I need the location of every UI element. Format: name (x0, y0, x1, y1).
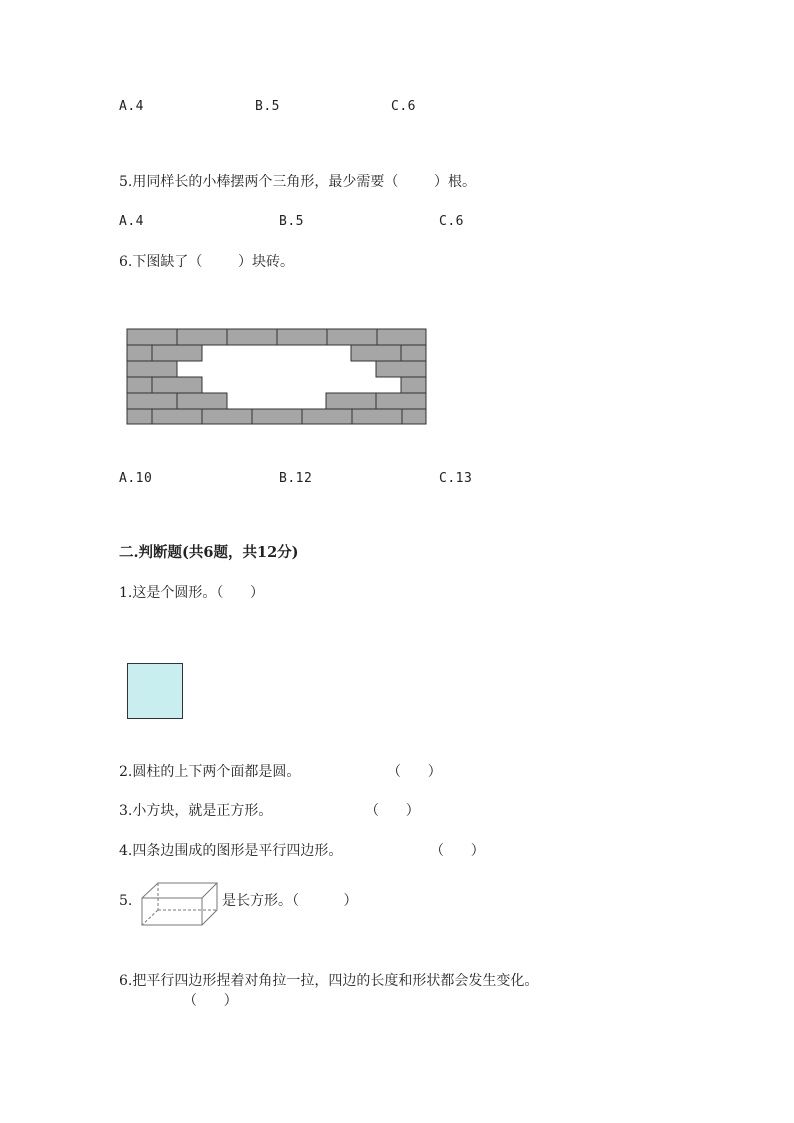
judge-item-1: 1.这是个圆形。（ ） (119, 585, 265, 601)
cuboid-figure (141, 881, 219, 927)
judge-item-4: 4.四条边围成的图形是平行四边形。 (119, 843, 343, 859)
judge-item-5: 是长方形。（ ） (222, 893, 358, 909)
q6-option-a: A.10 (119, 471, 153, 486)
judge-item-3-paren: （ ） (365, 803, 420, 819)
q6-option-c: C.13 (439, 471, 473, 486)
judge-item-2: 2.圆柱的上下两个面都是圆。 (119, 764, 301, 780)
q4-option-b: B.5 (255, 99, 280, 114)
judge-item-4-paren: （ ） (430, 843, 485, 859)
q4-option-a: A.4 (119, 99, 144, 114)
brick-wall-figure (126, 328, 427, 425)
judge-item-5-number: 5. (119, 893, 133, 909)
judge-item-6: 6.把平行四边形捏着对角拉一拉，四边的长度和形状都会发生变化。 (119, 973, 539, 989)
q4-option-c: C.6 (391, 99, 416, 114)
judge-item-2-paren: （ ） (387, 764, 442, 780)
question-5: 5.用同样长的小棒摆两个三角形，最少需要（ ）根。 (119, 174, 476, 190)
judge-item-3: 3.小方块，就是正方形。 (119, 803, 273, 819)
q5-option-a: A.4 (119, 214, 144, 229)
q6-option-b: B.12 (279, 471, 313, 486)
section-2-title: 二.判断题(共6题，共12分) (119, 544, 299, 561)
judge-item-6-paren: （ ） (183, 993, 238, 1009)
q5-option-b: B.5 (279, 214, 304, 229)
question-6: 6.下图缺了（ ）块砖。 (119, 254, 294, 270)
q5-option-c: C.6 (439, 214, 464, 229)
square-figure (127, 663, 183, 719)
